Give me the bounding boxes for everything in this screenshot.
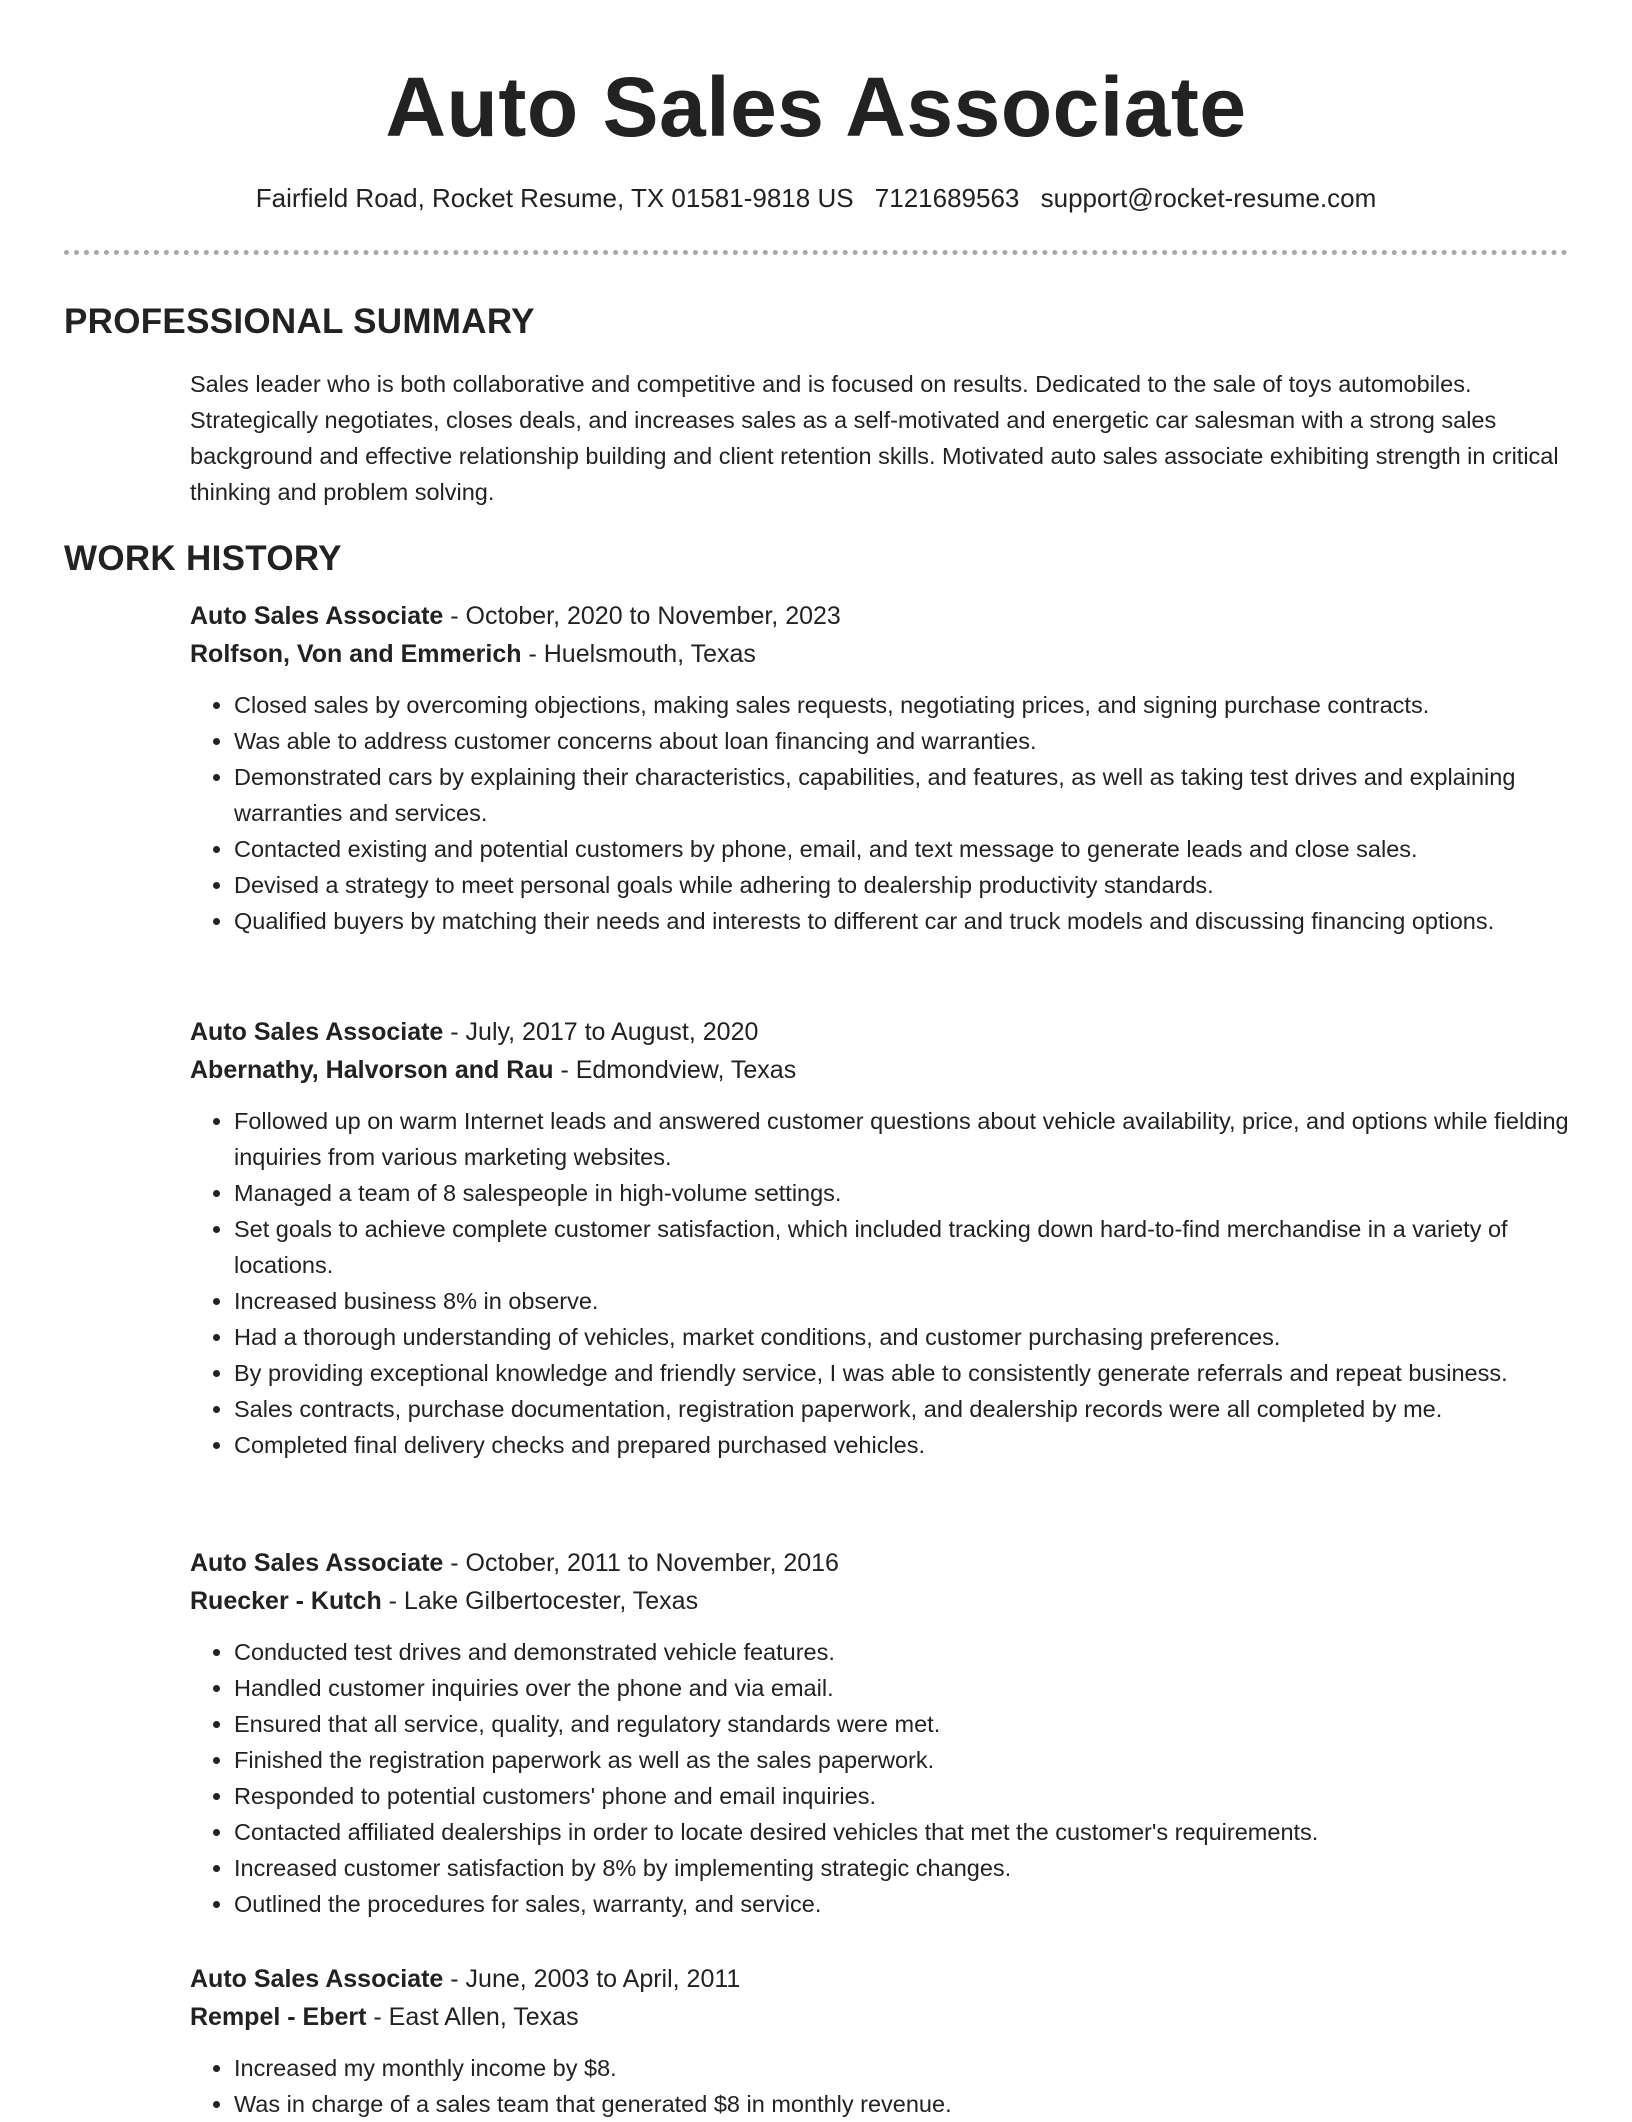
job-bullet: • Was able to address customer concerns about loan financing and warranties.: [234, 723, 1570, 759]
job-bullet: • Contacted existing and potential customers by phone, email, and text message to generate leads and close sales.: [234, 831, 1570, 867]
job-title-line: [190, 1544, 1570, 1582]
job-bullets: [190, 1103, 1570, 1463]
job-company-line: [190, 1998, 1570, 2036]
job-bullets: [190, 1634, 1570, 1922]
job-bullet: • Conducted test drives and demonstrated vehicle features.: [234, 1634, 1570, 1670]
job-title-line: [190, 1960, 1570, 1998]
header-divider: [64, 250, 1568, 255]
job-bullet: • Qualified buyers by matching their needs and interests to different car and truck models and discussing financing options.: [234, 903, 1570, 939]
job-dates: - October, 2011 to November, 2016: [443, 1549, 839, 1577]
job-company: Rolfson, Von and Emmerich: [190, 640, 522, 668]
job-bullets: [190, 687, 1570, 939]
job-company-line: [190, 1582, 1570, 1620]
contact-phone: 7121689563: [874, 183, 1020, 213]
job-role: Auto Sales Associate: [190, 602, 444, 630]
section-title-work-history: WORK HISTORY: [64, 539, 342, 578]
section-title-summary: PROFESSIONAL SUMMARY: [64, 302, 535, 341]
job-bullet: • Sales contracts, purchase documentation, registration paperwork, and dealership records were all completed by me.: [234, 1391, 1570, 1427]
job-bullet: • Had a thorough understanding of vehicles, market conditions, and customer purchasing preferences.: [234, 1319, 1570, 1355]
job-location: - Lake Gilbertocester, Texas: [381, 1587, 699, 1615]
job-entry: [190, 1544, 1570, 1922]
job-bullet: • Handled customer inquiries over the phone and via email.: [234, 1670, 1570, 1706]
job-bullet: • Demonstrated cars by explaining their characteristics, capabilities, and features, as well as taking test drives and explaining warranties and services.: [234, 759, 1570, 831]
job-bullet: • Increased customer satisfaction by 8% by implementing strategic changes.: [234, 1850, 1570, 1886]
job-bullet: • By providing exceptional knowledge and friendly service, I was able to consistently generate referrals and repeat business.: [234, 1355, 1570, 1391]
job-role: Auto Sales Associate: [190, 1018, 444, 1046]
job-location: - East Allen, Texas: [366, 2003, 579, 2031]
job-company-line: [190, 635, 1570, 673]
job-bullet: • Contacted affiliated dealerships in order to locate desired vehicles that met the customer's requirements.: [234, 1814, 1570, 1850]
job-company-line: [190, 1051, 1570, 1089]
job-bullet: • Ensured that all service, quality, and regulatory standards were met.: [234, 1706, 1570, 1742]
job-dates: - June, 2003 to April, 2011: [443, 1965, 741, 1993]
job-company: Ruecker - Kutch: [190, 1587, 382, 1615]
job-location: - Edmondview, Texas: [553, 1056, 797, 1084]
job-bullet: • Increased my monthly income by $8.: [234, 2050, 1570, 2086]
job-dates: - July, 2017 to August, 2020: [443, 1018, 759, 1046]
job-entry: [190, 1960, 1570, 2122]
contact-address: Fairfield Road, Rocket Resume, TX 01581-9818 US: [255, 183, 854, 213]
job-bullet: • Was in charge of a sales team that generated $8 in monthly revenue.: [234, 2086, 1570, 2122]
job-bullet: • Followed up on warm Internet leads and answered customer questions about vehicle availability, price, and options while fielding inquiries from various marketing websites.: [234, 1103, 1570, 1175]
job-bullet: • Finished the registration paperwork as well as the sales paperwork.: [234, 1742, 1570, 1778]
contact-info: [0, 180, 1632, 216]
summary-text: Sales leader who is both collaborative and competitive and is focused on results. Dedicated to the sale of toys automobiles. Strategically negotiates, closes deals, and increases sales as a self-motivated and energetic car salesman with a strong sales background and effective relationship building and client retention skills. Motivated auto sales associate exhibiting strength in critical thinking and problem solving.: [190, 371, 1559, 505]
resume-name: Auto Sales Associate: [385, 60, 1247, 154]
job-bullet: • Completed final delivery checks and prepared purchased vehicles.: [234, 1427, 1570, 1463]
job-role: Auto Sales Associate: [190, 1549, 444, 1577]
job-title-line: [190, 1013, 1570, 1051]
job-bullet: • Closed sales by overcoming objections, making sales requests, negotiating prices, and signing purchase contracts.: [234, 687, 1570, 723]
job-bullets: [190, 2050, 1570, 2122]
job-entry: [190, 597, 1570, 939]
job-title-line: [190, 597, 1570, 635]
job-entry: [190, 1013, 1570, 1463]
job-bullet: • Devised a strategy to meet personal goals while adhering to dealership productivity standards.: [234, 867, 1570, 903]
job-bullet: • Set goals to achieve complete customer satisfaction, which included tracking down hard-to-find merchandise in a variety of locations.: [234, 1211, 1570, 1283]
job-bullet: • Outlined the procedures for sales, warranty, and service.: [234, 1886, 1570, 1922]
job-bullet: • Managed a team of 8 salespeople in high-volume settings.: [234, 1175, 1570, 1211]
job-bullet: • Increased business 8% in observe.: [234, 1283, 1570, 1319]
job-location: - Huelsmouth, Texas: [521, 640, 756, 668]
job-dates: - October, 2020 to November, 2023: [443, 602, 841, 630]
job-company: Abernathy, Halvorson and Rau: [190, 1056, 554, 1084]
job-role: Auto Sales Associate: [190, 1965, 444, 1993]
job-company: Rempel - Ebert: [190, 2003, 367, 2031]
contact-email: support@rocket-resume.com: [1040, 183, 1377, 213]
job-bullet: • Responded to potential customers' phone and email inquiries.: [234, 1778, 1570, 1814]
